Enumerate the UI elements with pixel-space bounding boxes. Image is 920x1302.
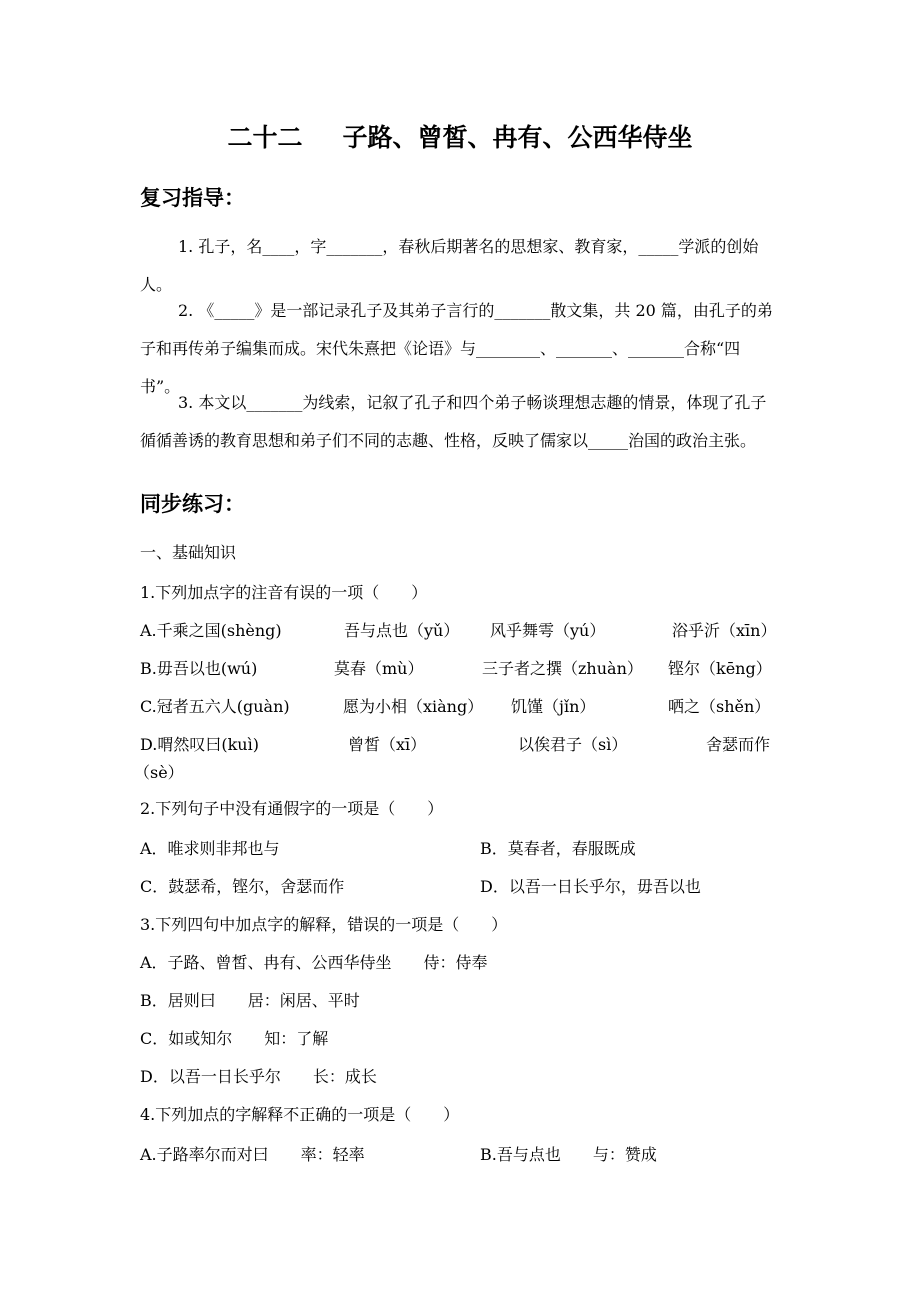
q3-option-a: A．子路、曾皙、冉有、公西华侍坐 侍：侍奉: [140, 953, 488, 972]
q1-option-b-2: 莫春（mù）: [334, 659, 424, 678]
q1-option-a-1: A.千乘之国(shèng): [140, 621, 282, 640]
review-item-3: 3. 本文以_______为线索，记叙了孔子和四个弟子畅谈理想志趣的情景，体现了孔子循循善诱的教育思想和弟子们不同的志趣、性格，反映了儒家以_____治国的政治主张。: [140, 393, 767, 450]
q1-option-d-2: 曾皙（xī）: [348, 735, 427, 754]
q3-option-d: D．以吾一日长乎尔 长：成长: [140, 1067, 377, 1086]
q4-option-a: A.子路率尔而对曰 率：轻率: [140, 1145, 365, 1164]
q3-option-b: B．居则曰 居：闲居、平时: [140, 991, 360, 1010]
q1-option-c-2: 愿为小相（xiàng）: [343, 697, 484, 716]
q1-option-b-3: 三子者之撰（zhuàn）: [482, 659, 643, 678]
q1-option-c-1: C.冠者五六人(guàn): [140, 697, 290, 716]
title-text: 子路、曾皙、冉有、公西华侍坐: [342, 123, 693, 152]
q2-option-b: B．莫春者，春服既成: [480, 839, 636, 858]
review-heading: 复习指导：: [140, 186, 245, 210]
q1-option-d-1: D.喟然叹曰(kuì): [140, 735, 259, 754]
q1-option-b-4: 铿尔（kēng）: [668, 659, 772, 678]
q1-stem: 1.下列加点字的注音有误的一项（ ）: [140, 583, 428, 602]
q1-option-d-4: 舍瑟而作: [706, 735, 771, 754]
title-number: 二十二: [227, 123, 303, 152]
q4-stem: 4.下列加点的字解释不正确的一项是（ ）: [140, 1105, 460, 1124]
q3-stem: 3.下列四句中加点字的解释，错误的一项是（ ）: [140, 915, 508, 934]
section-title: 一、基础知识: [140, 543, 237, 562]
q2-option-c: C．鼓瑟希，铿尔，舍瑟而作: [140, 877, 345, 896]
q2-stem: 2.下列句子中没有通假字的一项是（ ）: [140, 799, 444, 818]
q1-option-d-cont: （sè）: [134, 763, 184, 782]
q1-option-c-3: 饥馑（jǐn）: [511, 697, 596, 716]
q1-option-a-3: 风乎舞雩（yú）: [490, 621, 606, 640]
q1-option-a-2: 吾与点也（yǔ）: [344, 621, 460, 640]
practice-heading: 同步练习：: [140, 492, 245, 516]
review-item-2: 2. 《_____》是一部记录孔子及其弟子言行的_______散文集，共 20 篇，由孔子的弟子和再传弟子编集而成。宋代朱熹把《论语》与________、_______、_______合称“四书”。: [140, 301, 773, 396]
page-title: [0, 118, 920, 154]
q1-option-a-4: 浴乎沂（xīn）: [672, 621, 777, 640]
q2-option-a: A．唯求则非邦也与: [140, 839, 280, 858]
q1-option-d-3: 以俟君子（sì）: [518, 735, 628, 754]
q3-option-c: C．如或知尔 知：了解: [140, 1029, 329, 1048]
q1-option-c-4: 哂之（shěn）: [668, 697, 771, 716]
q4-option-b: B.吾与点也 与：赞成: [480, 1145, 657, 1164]
review-item-1: 1. 孔子，名____，字_______，春秋后期著名的思想家、教育家，_____学派的创始人。: [140, 237, 759, 294]
q1-option-b-1: B.毋吾以也(wú): [140, 659, 258, 678]
q2-option-d: D．以吾一日长乎尔，毋吾以也: [480, 877, 701, 896]
